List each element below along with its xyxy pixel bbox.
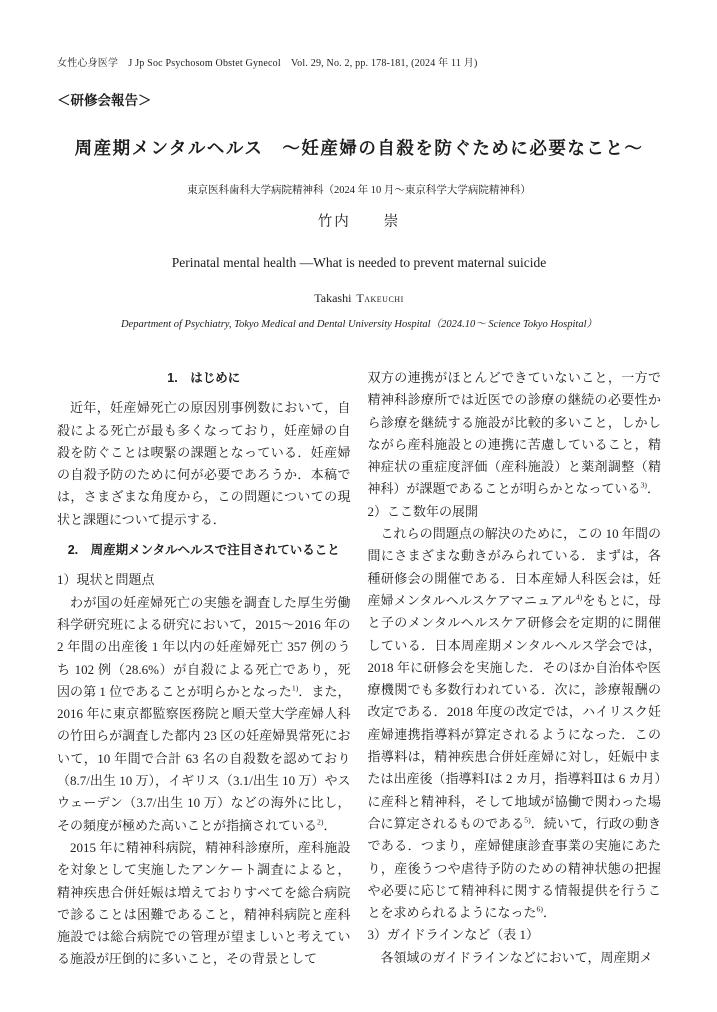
section-heading: 2. 周産期メンタルヘルスで注目されていること [67,543,340,558]
paragraph: 双方の連携がほとんどできていないこと，一方で精神科診療所では近医での診療の継続の必要性から診療を継続する施設が比較的多いこと，しかしながら産科施設との連携に苦慮していること，精神症状の重症度評価（産科施設）と薬剤調整（精神科）が課題であることが明らかとなっている$^{3)}$． [367,370,661,497]
right-column [368,367,662,971]
affiliation-en: Department of Psychiatry, Tokyo Medical and Dental University Hospital（2024.10～ Science Tokyo Hospital） [120,319,598,330]
article-body [57,367,661,971]
subsection-heading: 2）ここ数年の展開 [367,503,479,519]
subsection-heading: 3）ガイドラインなど（表 1） [367,927,539,943]
author-name-ja: 竹内 崇 [317,214,401,230]
article-title-en: Perinatal mental health ―What is needed to prevent maternal suicide [171,255,547,270]
reference-marker: 5) [524,815,531,825]
subsection-heading: 1）現状と問題点 [57,572,155,588]
left-column [57,367,351,971]
journal-header: 女性心身医学 J Jp Soc Psychosom Obstet Gynecol Vol. 29, No. 2, pp. 178-181, (2024 年 11 月) [57,58,478,69]
affiliation-ja: 東京医科歯科大学病院精神科（2024 年 10 月～東京科学大学病院精神科） [187,185,531,196]
report-type-tag: ＜研修会報告＞ [57,93,152,108]
author-name-en [57,291,661,306]
paragraph: 2015 年に精神科病院，精神科診療所，産科施設を対象として実施したアンケート調査によると，精神疾患合併妊娠は増えておりすべてを総合病院で診ることは困難であること，精神科病院と産科施設では総合病院での管理が望ましいと考えている施設が圧倒的に多いこと，その背景として [57,839,351,967]
author-first-name-en: Takashi [314,291,352,305]
reference-marker: 3) [640,481,648,491]
paragraph: 各領域のガイドラインなどにおいて，周産期メ [380,949,653,965]
reference-marker: 2) [317,817,324,827]
reference-marker: 4) [575,592,583,602]
paragraph: これらの問題点の解決のために，この 10 年間の間にさまざまな動きがみられている．まずは，各種研修会の開催である．日本産婦人科医会は，妊産婦メンタルヘルスケアマニュアル$^{4)}$をもとに，母と子のメンタルヘルスケア研修会を定期的に開催している．日本周産期メンタルヘルス学会では，2018 年に研修会を実施した．そのほか自治体や医療機関でも多数行われている．次に，診療報酬の改定である．2018 年度の改定では，ハイリスク妊産婦連携指導料が算定されるようになった．この指導料は，精神疾患合併妊産婦に対し，妊娠中または出産後（指導料Ⅰは 2 カ月，指導料Ⅱは 6 カ月）に産科と精神科，そして地域が協働で関わった場合に算定されるものである$^{5)}$．続いて，行政の動きである．つまり，産婦健康診査事業の実施にあたり，産後うつや虐待予防のための精神状態の把握や必要に応じて精神科に関する情報提供を行うことを求められるようになった$^{6)}$． [367,526,661,921]
paragraph: わが国の妊産婦死亡の実態を調査した厚生労働科学研究班による研究において，2015～2016 年の 2 年間の出産後 1 年以内の妊産婦死亡 357 例のうち 102 例（28.6%）が自殺による死亡であり，死因の第 1 位であることが明らかとなった$^{1)}$．また，2016 年に東京都監察医務院と順天堂大学産婦人科の竹田らが調査した都内 23 区の妊産婦異常死において，10 年間で合計 63 名の自殺数を認めており（8.7/出生 10 万），イギリス（3.1/出生 10 万）やスウェーデン（3.7/出生 10 万）などの海外に比し，その頻度が極めた高いことが指摘されている$^{2)}$． [57,594,351,833]
author-last-name-en: Takeuchi [356,291,404,305]
section-heading: 1. はじめに [167,371,241,385]
reference-marker: 1) [291,683,299,693]
article-title-ja: 周産期メンタルヘルス ～妊産婦の自殺を防ぐために必要なこと～ [74,138,644,158]
reference-marker: 6) [536,904,544,914]
paragraph: 近年，妊産婦死亡の原因別事例数において，自殺による死亡が最も多くなっており，妊産婦の自殺を防ぐことは喫緊の課題となっている．妊産婦の自殺予防のために何が必要であろうか．本稿では，さまざまな角度から，この問題についての現状と課題について提示する． [57,400,351,527]
